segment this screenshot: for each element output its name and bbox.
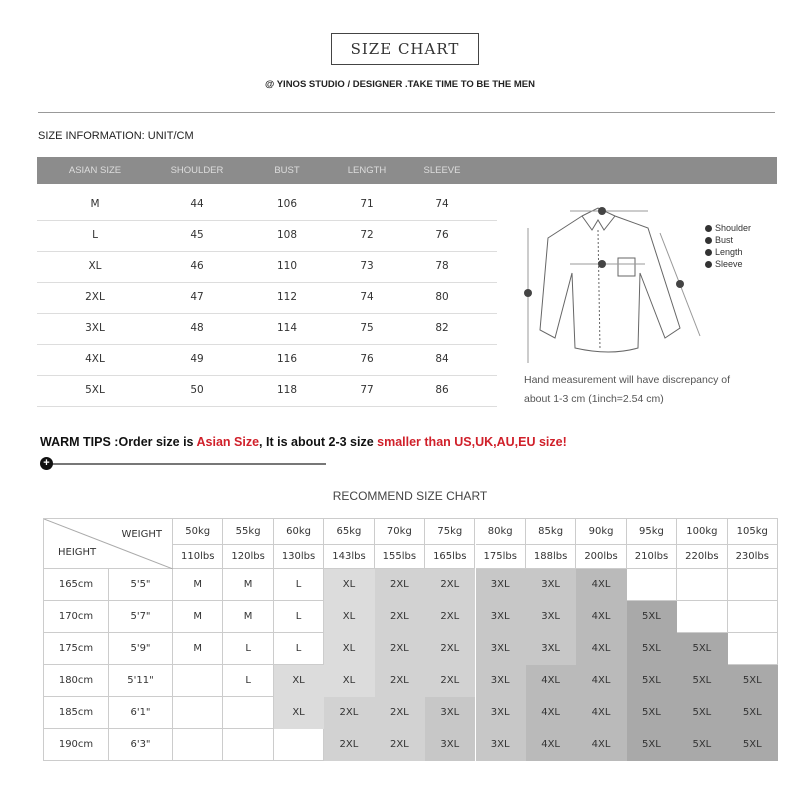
size-cell xyxy=(173,729,223,761)
size-cell: 3XL xyxy=(526,569,576,601)
size-cell: 2XL xyxy=(425,633,475,665)
size-cell: XL xyxy=(274,697,324,729)
table-cell: 74 xyxy=(435,198,449,210)
column-header: ASIAN SIZE xyxy=(68,165,122,176)
table-row xyxy=(37,189,497,221)
weight-lbs-header: 165lbs xyxy=(425,545,475,569)
weight-lbs-header: 155lbs xyxy=(375,545,425,569)
size-cell: 4XL xyxy=(576,569,626,601)
size-cell: 4XL xyxy=(576,665,626,697)
table-cell: 5XL xyxy=(85,384,105,396)
weight-kg-header: 90kg xyxy=(576,519,626,545)
table-cell: 73 xyxy=(360,260,374,272)
table-cell: 106 xyxy=(276,198,298,210)
table-cell: 114 xyxy=(276,322,298,334)
size-cell: 4XL xyxy=(576,633,626,665)
size-cell: L xyxy=(274,633,324,665)
weight-lbs-header: 175lbs xyxy=(476,545,526,569)
size-cell: L xyxy=(223,665,273,697)
size-cell: 2XL xyxy=(375,569,425,601)
table-row xyxy=(37,313,497,345)
size-cell: 3XL xyxy=(476,729,526,761)
recommend-title: RECOMMEND SIZE CHART xyxy=(332,489,488,503)
size-cell: 5XL xyxy=(728,729,778,761)
height-cm-cell: 180cm xyxy=(44,665,109,697)
table-cell: 108 xyxy=(276,229,298,241)
table-cell: 45 xyxy=(190,229,204,241)
divider xyxy=(38,112,775,113)
weight-lbs-header: 188lbs xyxy=(526,545,576,569)
size-cell: 4XL xyxy=(526,729,576,761)
size-cell xyxy=(173,697,223,729)
legend-item: Bust xyxy=(705,234,751,246)
height-cm-cell: 190cm xyxy=(44,729,109,761)
size-cell: 3XL xyxy=(476,665,526,697)
weight-lbs-header: 220lbs xyxy=(677,545,727,569)
size-cell xyxy=(728,601,778,633)
size-cell xyxy=(274,729,324,761)
size-cell: 2XL xyxy=(375,729,425,761)
table-row xyxy=(37,375,497,407)
size-cell xyxy=(627,569,677,601)
weight-label: WEIGHT xyxy=(121,529,162,540)
column-header: SLEEVE xyxy=(423,165,461,176)
table-cell: 84 xyxy=(435,353,449,365)
size-cell: M xyxy=(223,569,273,601)
size-cell: 2XL xyxy=(375,665,425,697)
weight-kg-header: 100kg xyxy=(677,519,727,545)
table-cell: 47 xyxy=(190,291,204,303)
size-cell: 3XL xyxy=(476,633,526,665)
marker-2-icon xyxy=(705,237,712,244)
table-cell: 44 xyxy=(190,198,204,210)
table-cell: 112 xyxy=(276,291,298,303)
size-cell: 5XL xyxy=(627,697,677,729)
weight-kg-header: 65kg xyxy=(324,519,374,545)
size-cell: 2XL xyxy=(324,729,374,761)
size-cell: L xyxy=(274,601,324,633)
size-cell: L xyxy=(274,569,324,601)
size-cell: 5XL xyxy=(627,601,677,633)
table-cell: 118 xyxy=(276,384,298,396)
table-cell: 4XL xyxy=(85,353,105,365)
height-cm-cell: 165cm xyxy=(44,569,109,601)
weight-kg-header: 55kg xyxy=(223,519,273,545)
size-cell: 5XL xyxy=(728,697,778,729)
size-cell: 2XL xyxy=(375,601,425,633)
table-cell: 76 xyxy=(435,229,449,241)
size-cell: 3XL xyxy=(476,569,526,601)
weight-kg-header: 105kg xyxy=(728,519,778,545)
table-cell: 116 xyxy=(276,353,298,365)
column-header: SHOULDER xyxy=(170,165,224,176)
weight-lbs-header: 230lbs xyxy=(728,545,778,569)
diagram-legend xyxy=(705,222,751,270)
size-cell xyxy=(728,633,778,665)
weight-kg-header: 80kg xyxy=(476,519,526,545)
column-header: BUST xyxy=(274,165,300,176)
size-cell: M xyxy=(173,601,223,633)
table-cell: XL xyxy=(88,260,102,272)
table-cell: 74 xyxy=(360,291,374,303)
size-cell: 2XL xyxy=(324,697,374,729)
marker-1-icon xyxy=(705,225,712,232)
size-cell: M xyxy=(173,633,223,665)
size-cell xyxy=(677,601,727,633)
size-cell: 3XL xyxy=(425,697,475,729)
size-table-header xyxy=(37,157,777,184)
table-cell: 110 xyxy=(276,260,298,272)
size-cell: 4XL xyxy=(576,729,626,761)
height-label: HEIGHT xyxy=(58,547,97,558)
table-row xyxy=(37,220,497,252)
table-cell: 49 xyxy=(190,353,204,365)
table-cell: 3XL xyxy=(85,322,105,334)
weight-lbs-header: 200lbs xyxy=(576,545,626,569)
weight-kg-header: 95kg xyxy=(627,519,677,545)
size-cell: 4XL xyxy=(576,697,626,729)
size-cell: 5XL xyxy=(728,665,778,697)
size-info-label: SIZE INFORMATION: UNIT/CM xyxy=(38,130,194,142)
size-cell xyxy=(223,729,273,761)
table-row xyxy=(37,344,497,376)
column-header: LENGTH xyxy=(347,165,387,176)
table-cell: 86 xyxy=(435,384,449,396)
size-cell: 2XL xyxy=(375,697,425,729)
size-cell: 4XL xyxy=(576,601,626,633)
size-cell: 4XL xyxy=(526,665,576,697)
size-cell xyxy=(173,665,223,697)
size-cell: 2XL xyxy=(425,569,475,601)
size-cell: XL xyxy=(324,633,374,665)
marker-3-icon xyxy=(705,249,712,256)
size-cell xyxy=(728,569,778,601)
table-cell: 80 xyxy=(435,291,449,303)
brand-subtitle: @ YINOS STUDIO / DESIGNER .TAKE TIME TO BE THE MEN xyxy=(264,79,535,90)
table-cell: 76 xyxy=(360,353,374,365)
divider xyxy=(46,463,326,465)
table-cell: 48 xyxy=(190,322,204,334)
size-cell: 5XL xyxy=(677,729,727,761)
size-cell: 2XL xyxy=(375,633,425,665)
size-cell: 4XL xyxy=(526,697,576,729)
diagonal-divider xyxy=(44,519,173,569)
height-ft-cell: 5'9" xyxy=(109,633,173,665)
warm-tips: WARM TIPS :Order size is Asian Size, It is about 2-3 size smaller than US,UK,AU,EU size! xyxy=(40,435,567,449)
size-cell: 3XL xyxy=(526,601,576,633)
table-cell: 71 xyxy=(360,198,374,210)
marker-4-icon xyxy=(705,261,712,268)
size-cell: M xyxy=(173,569,223,601)
size-cell: M xyxy=(223,601,273,633)
table-cell: 78 xyxy=(435,260,449,272)
plus-circle-icon: + xyxy=(40,457,53,470)
legend-item: Length xyxy=(705,246,751,258)
size-cell: XL xyxy=(274,665,324,697)
size-cell: 5XL xyxy=(627,665,677,697)
weight-lbs-header: 130lbs xyxy=(274,545,324,569)
table-row xyxy=(37,282,497,314)
table-cell: L xyxy=(92,229,98,241)
size-cell: 5XL xyxy=(677,697,727,729)
table-cell: 50 xyxy=(190,384,204,396)
height-ft-cell: 6'1" xyxy=(109,697,173,729)
size-cell: XL xyxy=(324,601,374,633)
weight-lbs-header: 143lbs xyxy=(324,545,374,569)
size-cell: L xyxy=(223,633,273,665)
size-cell: 2XL xyxy=(425,601,475,633)
height-ft-cell: 5'7" xyxy=(109,601,173,633)
weight-kg-header: 70kg xyxy=(375,519,425,545)
weight-lbs-header: 120lbs xyxy=(223,545,273,569)
size-cell: 3XL xyxy=(476,601,526,633)
size-cell xyxy=(677,569,727,601)
table-cell: 77 xyxy=(360,384,374,396)
size-cell: 2XL xyxy=(425,665,475,697)
size-cell: XL xyxy=(324,569,374,601)
measurement-note: Hand measurement will have discrepancy of about 1-3 cm (1inch=2.54 cm) xyxy=(524,374,731,405)
weight-kg-header: 75kg xyxy=(425,519,475,545)
recommend-size-table xyxy=(43,518,778,761)
height-cm-cell: 185cm xyxy=(44,697,109,729)
table-cell: 82 xyxy=(435,322,449,334)
shirt-diagram-icon xyxy=(520,198,705,363)
height-cm-cell: 170cm xyxy=(44,601,109,633)
table-cell: 72 xyxy=(360,229,374,241)
weight-kg-header: 85kg xyxy=(526,519,576,545)
corner-header-cell xyxy=(44,519,173,569)
legend-item: Shoulder xyxy=(705,222,751,234)
legend-item: Sleeve xyxy=(705,258,751,270)
size-cell xyxy=(223,697,273,729)
height-ft-cell: 6'3" xyxy=(109,729,173,761)
weight-lbs-header: 110lbs xyxy=(173,545,223,569)
table-row xyxy=(37,251,497,283)
size-cell: 5XL xyxy=(627,729,677,761)
table-cell: 46 xyxy=(190,260,204,272)
page-title: SIZE CHART xyxy=(331,33,479,65)
size-cell: XL xyxy=(324,665,374,697)
table-cell: 75 xyxy=(360,322,374,334)
height-ft-cell: 5'5" xyxy=(109,569,173,601)
size-cell: 3XL xyxy=(476,697,526,729)
size-cell: 5XL xyxy=(627,633,677,665)
height-cm-cell: 175cm xyxy=(44,633,109,665)
table-cell: 2XL xyxy=(85,291,105,303)
size-cell: 5XL xyxy=(677,665,727,697)
weight-kg-header: 50kg xyxy=(173,519,223,545)
weight-kg-header: 60kg xyxy=(274,519,324,545)
size-cell: 3XL xyxy=(425,729,475,761)
size-cell: 5XL xyxy=(677,633,727,665)
height-ft-cell: 5'11" xyxy=(109,665,173,697)
weight-lbs-header: 210lbs xyxy=(627,545,677,569)
table-cell: M xyxy=(90,198,100,210)
size-cell: 3XL xyxy=(526,633,576,665)
